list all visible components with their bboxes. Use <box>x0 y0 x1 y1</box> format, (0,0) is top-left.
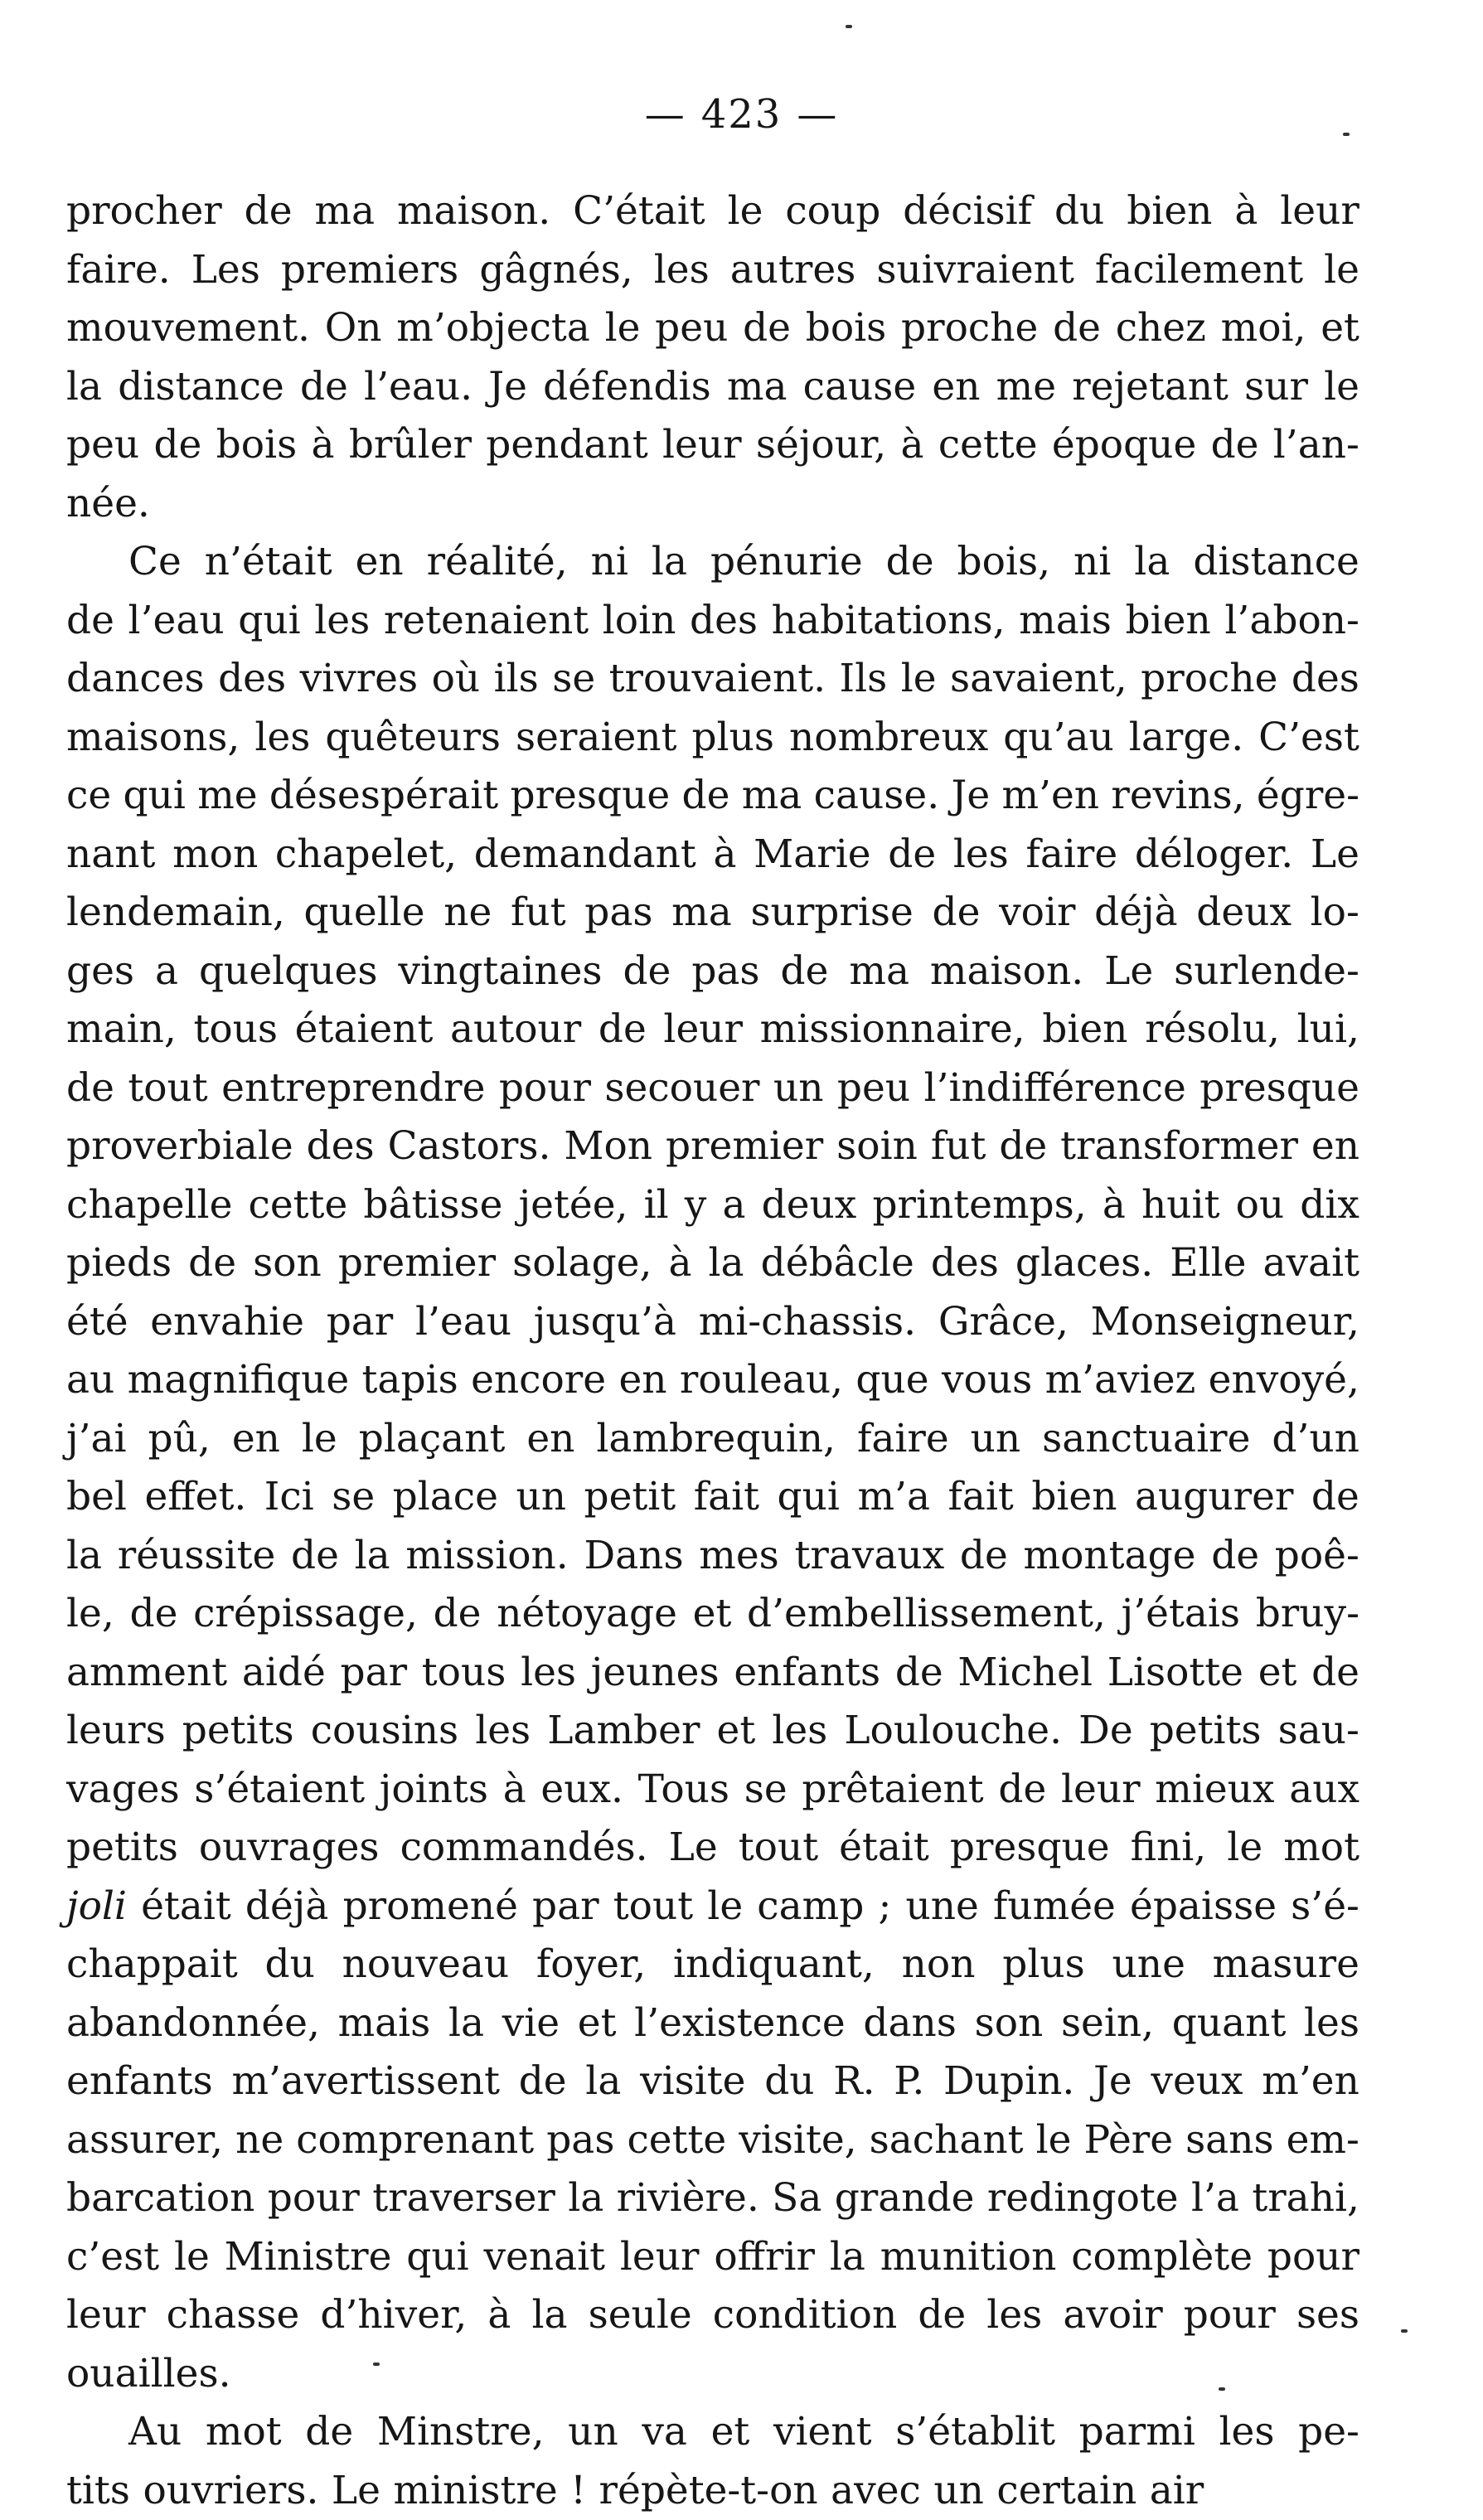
text-line: nant mon chapelet, demandant à Marie de les faire déloger. Le <box>66 826 1359 884</box>
text-line: mouvement. On m’objecta le peu de bois proche de chez moi, et <box>66 299 1359 358</box>
text-line: Au mot de Minstre, un va et vient s’établit parmi les pe- <box>66 2403 1359 2462</box>
scan-speck <box>1401 2329 1408 2333</box>
text-line: la distance de l’eau. Je défendis ma cause en me rejetant sur le <box>66 358 1359 417</box>
text-line: chapelle cette bâtisse jetée, il y a deux printemps, à huit ou dix <box>66 1176 1359 1235</box>
text-line: maisons, les quêteurs seraient plus nombreux qu’au large. C’est <box>66 709 1359 768</box>
text-line: ce qui me désespérait presque de ma cause. Je m’en revins, égre- <box>66 767 1359 826</box>
text-line: le, de crépissage, de nétoyage et d’embellissement, j’étais bruy- <box>66 1585 1359 1644</box>
text-line: dances des vivres où ils se trouvaient. Ils le savaient, proche des <box>66 650 1359 709</box>
text-line: procher de ma maison. C’était le coup décisif du bien à leur <box>66 182 1359 241</box>
page-header: — 423 — <box>0 91 1483 138</box>
text-line: pieds de son premier solage, à la débâcle des glaces. Elle avait <box>66 1234 1359 1293</box>
text-line: née. <box>66 475 1359 534</box>
text-line: vages s’étaient joints à eux. Tous se prêtaient de leur mieux aux <box>66 1761 1359 1820</box>
body-text <box>66 182 1359 2520</box>
text-line: barcation pour traverser la rivière. Sa grande redingote l’a trahi, <box>66 2169 1359 2228</box>
text-line: proverbiale des Castors. Mon premier soin fut de transformer en <box>66 1117 1359 1176</box>
text-line: leurs petits cousins les Lamber et les Loulouche. De petits sau- <box>66 1702 1359 1761</box>
text-line: la réussite de la mission. Dans mes travaux de montage de poê- <box>66 1527 1359 1586</box>
text-line: ouailles. <box>66 2345 1359 2404</box>
text-line: peu de bois à brûler pendant leur séjour, à cette époque de l’an- <box>66 416 1359 475</box>
text-line: enfants m’avertissent de la visite du R. P. Dupin. Je veux m’en <box>66 2052 1359 2111</box>
text-line: c’est le Ministre qui venait leur offrir la munition complète pour <box>66 2228 1359 2287</box>
text-line: faire. Les premiers gâgnés, les autres suivraient facilement le <box>66 241 1359 300</box>
text-line: leur chasse d’hiver, à la seule condition de les avoir pour ses <box>66 2286 1359 2345</box>
text-line: chappait du nouveau foyer, indiquant, non plus une masure <box>66 1936 1359 1994</box>
text-line: petits ouvrages commandés. Le tout était presque fini, le mot <box>66 1819 1359 1878</box>
text-line: main, tous étaient autour de leur missionnaire, bien résolu, lui, <box>66 1001 1359 1059</box>
scan-speck <box>846 25 852 28</box>
text-line: au magnifique tapis encore en rouleau, que vous m’aviez envoyé, <box>66 1351 1359 1410</box>
text-line: été envahie par l’eau jusqu’à mi-chassis. Grâce, Monseigneur, <box>66 1293 1359 1352</box>
text-line: joli était déjà promené par tout le camp ; une fumée épaisse s’é- <box>66 1878 1359 1936</box>
text-line: lendemain, quelle ne fut pas ma surprise de voir déjà deux lo- <box>66 884 1359 943</box>
text-line: ges a quelques vingtaines de pas de ma maison. Le surlende- <box>66 943 1359 1001</box>
scan-speck <box>373 2362 380 2366</box>
text-line: bel effet. Ici se place un petit fait qui m’a fait bien augurer de <box>66 1468 1359 1527</box>
text-line: j’ai pû, en le plaçant en lambrequin, faire un sanctuaire d’un <box>66 1410 1359 1469</box>
scan-speck <box>1343 133 1350 136</box>
text-line: Ce n’était en réalité, ni la pénurie de bois, ni la distance <box>66 533 1359 592</box>
scan-speck <box>1219 2387 1225 2391</box>
text-line: amment aidé par tous les jeunes enfants de Michel Lisotte et de <box>66 1644 1359 1703</box>
text-line: de tout entreprendre pour secouer un peu l’indifférence presque <box>66 1059 1359 1118</box>
page-number: 423 <box>686 91 797 138</box>
text-line: de l’eau qui les retenaient loin des habitations, mais bien l’abon- <box>66 592 1359 651</box>
text-line: assurer, ne comprenant pas cette visite, sachant le Père sans em- <box>66 2111 1359 2170</box>
text-line: abandonnée, mais la vie et l’existence dans son sein, quant les <box>66 1994 1359 2053</box>
text-line: tits ouvriers. Le ministre ! répète-t-on avec un certain air <box>66 2462 1359 2520</box>
